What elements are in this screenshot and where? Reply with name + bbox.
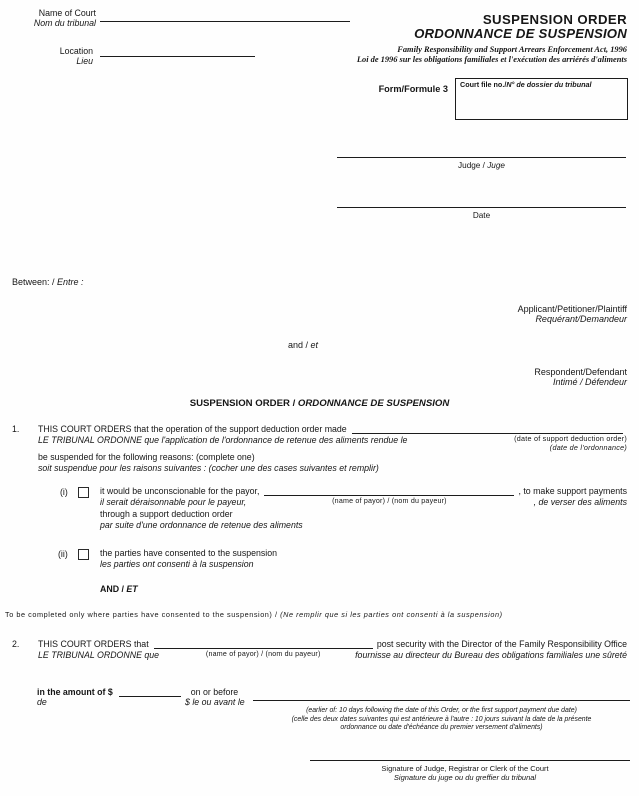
- clause-2-text-en-after: post security with the Director of the Family Responsibility Office: [376, 639, 627, 649]
- judge-signature-line[interactable]: [337, 146, 626, 158]
- judge-label: [337, 161, 626, 172]
- deadline-caption-fr-1: (celle des deux dates suivantes qui est antérieure à l'autre : 10 jours suivant la date de la présente: [291, 715, 592, 723]
- clause-1-text-fr: LE TRIBUNAL ORDONNE que l'application de l'ordonnance de retenue des aliments rendue le: [38, 434, 408, 445]
- section-title-fr: ORDONNANCE DE SUSPENSION: [297, 398, 450, 409]
- court-file-number-field[interactable]: [455, 78, 628, 120]
- respondent-label-fr: Intimé / Défendeur: [552, 377, 627, 388]
- signature-caption-fr: Signature du juge ou du greffier du tribunal: [393, 773, 537, 782]
- and-label: [288, 340, 318, 351]
- and-label-en: and /: [288, 340, 311, 350]
- clause-2-text-en-before: THIS COURT ORDERS that: [38, 639, 149, 649]
- on-or-before-text-fr: $ le ou avant le: [185, 697, 245, 707]
- location-input-line[interactable]: [100, 45, 255, 57]
- date-of-order-caption: [514, 435, 627, 453]
- section-title-en: SUSPENSION ORDER /: [189, 398, 298, 409]
- deadline-date-line[interactable]: [253, 687, 630, 701]
- on-or-before-text-en: on or before: [190, 687, 239, 697]
- and-et-label-en: AND /: [100, 584, 127, 594]
- option-i-text2-en: through a support deduction order: [100, 509, 233, 519]
- and-et-label: [100, 584, 138, 595]
- clause-1-text-en: THIS COURT ORDERS that the operation of the support deduction order made: [38, 424, 347, 434]
- form-title-fr: ORDONNANCE DE SUSPENSION: [414, 26, 627, 41]
- location-label-fr: Lieu: [76, 56, 93, 66]
- location-label: [0, 46, 93, 66]
- section-title: [0, 399, 639, 410]
- signature-line[interactable]: [310, 749, 630, 761]
- deadline-caption-en: (earlier of: 10 days following the date of this Order, or the first support payment due date): [306, 707, 577, 714]
- respondent-label: [534, 367, 627, 387]
- payor-name-caption-2: (name of payor) / (nom du payeur): [205, 650, 321, 658]
- payor-name-caption-i: (name of payor) / (nom du payeur): [332, 497, 447, 505]
- applicant-label-en: Applicant/Petitioner/Plaintiff: [517, 304, 627, 314]
- amount-input-line[interactable]: [119, 687, 181, 697]
- payor-name-line-2[interactable]: [154, 639, 373, 658]
- option-i-tail-en: , to make support payments: [518, 486, 627, 496]
- option-i-text-en: it would be unconscionable for the payor,: [100, 486, 260, 496]
- clause-1-reasons-en: be suspended for the following reasons: (complete one): [38, 452, 255, 462]
- act-citation-fr: Loi de 1996 sur les obligations familiales et l'exécution des arriérés d'aliments: [356, 54, 627, 64]
- clause-2-text-fr-after: fournisse au directeur du Bureau des obligations familiales une sûreté: [355, 649, 627, 660]
- form-number-label: Form/Formule 3: [378, 84, 448, 94]
- between-label-en: Between: /: [12, 277, 58, 287]
- option-i-text-fr: il serait déraisonnable pour le payeur,: [100, 496, 247, 507]
- location-label-en: Location: [59, 46, 93, 56]
- option-i-text2-fr: par suite d'une ordonnance de retenue des aliments: [100, 519, 303, 530]
- clause-2: [12, 639, 627, 660]
- between-label-fr: Entre :: [57, 277, 84, 287]
- consent-note-en: To be completed only where parties have consented to the suspension) /: [5, 610, 281, 619]
- court-file-label-fr: N° de dossier du tribunal: [506, 80, 592, 89]
- form-title-en: SUSPENSION ORDER: [482, 12, 627, 27]
- date-of-order-caption-fr: (date de l'ordonnance): [549, 442, 627, 452]
- payor-name-line-i[interactable]: [264, 486, 514, 505]
- option-i-tail-fr: , de verser des aliments: [533, 496, 627, 507]
- deadline-caption-fr-2: ordonnance ou date d'échéance du premier versement d'aliments): [340, 724, 543, 732]
- amount-text-en: in the amount of $: [37, 687, 113, 697]
- and-label-fr: et: [310, 340, 319, 350]
- signature-caption: [295, 764, 635, 782]
- amount-block: [37, 687, 630, 732]
- act-citation-en: Family Responsibility and Support Arrears Enforcement Act, 1996: [397, 45, 627, 54]
- clause-1-reasons-fr: soit suspendue pour les raisons suivantes : (cocher une des cases suivantes et remplir): [38, 462, 379, 473]
- clause-2-number: 2.: [12, 639, 20, 649]
- judge-label-en: Judge /: [458, 161, 488, 170]
- judge-label-fr: Juge: [487, 161, 505, 170]
- applicant-label: [518, 304, 627, 324]
- date-input-line[interactable]: [337, 196, 626, 208]
- clause-2-text-fr-before: LE TRIBUNAL ORDONNE que: [38, 649, 160, 660]
- and-et-label-fr: ET: [126, 584, 138, 594]
- option-ii-checkbox[interactable]: [78, 549, 89, 560]
- option-i-checkbox[interactable]: [78, 487, 89, 498]
- between-label: [12, 277, 84, 288]
- date-label: Date: [472, 211, 491, 220]
- consent-note-fr: (Ne remplir que si les parties ont consenti à la suspension): [280, 610, 503, 619]
- name-of-court-label-en: Name of Court: [38, 8, 96, 18]
- option-ii-text-en: the parties have consented to the suspension: [100, 548, 278, 558]
- respondent-label-en: Respondent/Defendant: [534, 367, 627, 377]
- court-file-label-en: Court file no./: [460, 80, 507, 89]
- consent-note: [5, 610, 503, 621]
- name-of-court-label: [0, 8, 96, 28]
- support-deduction-date-line[interactable]: [352, 424, 623, 434]
- applicant-label-fr: Requérant/Demandeur: [535, 314, 627, 325]
- date-of-order-caption-en: (date of support deduction order): [514, 434, 627, 443]
- option-i-number: (i): [60, 487, 68, 497]
- name-of-court-label-fr: Nom du tribunal: [33, 18, 96, 28]
- option-ii-text-fr: les parties ont consenti à la suspension: [100, 558, 254, 569]
- signature-caption-en: Signature of Judge, Registrar or Clerk of the Court: [381, 764, 549, 773]
- clause-1: [12, 424, 627, 473]
- clause-1-number: 1.: [12, 424, 20, 434]
- form-title-block: [287, 13, 627, 64]
- deadline-caption: [253, 707, 630, 733]
- option-ii-number: (ii): [58, 549, 68, 559]
- amount-text-fr: de: [37, 697, 47, 707]
